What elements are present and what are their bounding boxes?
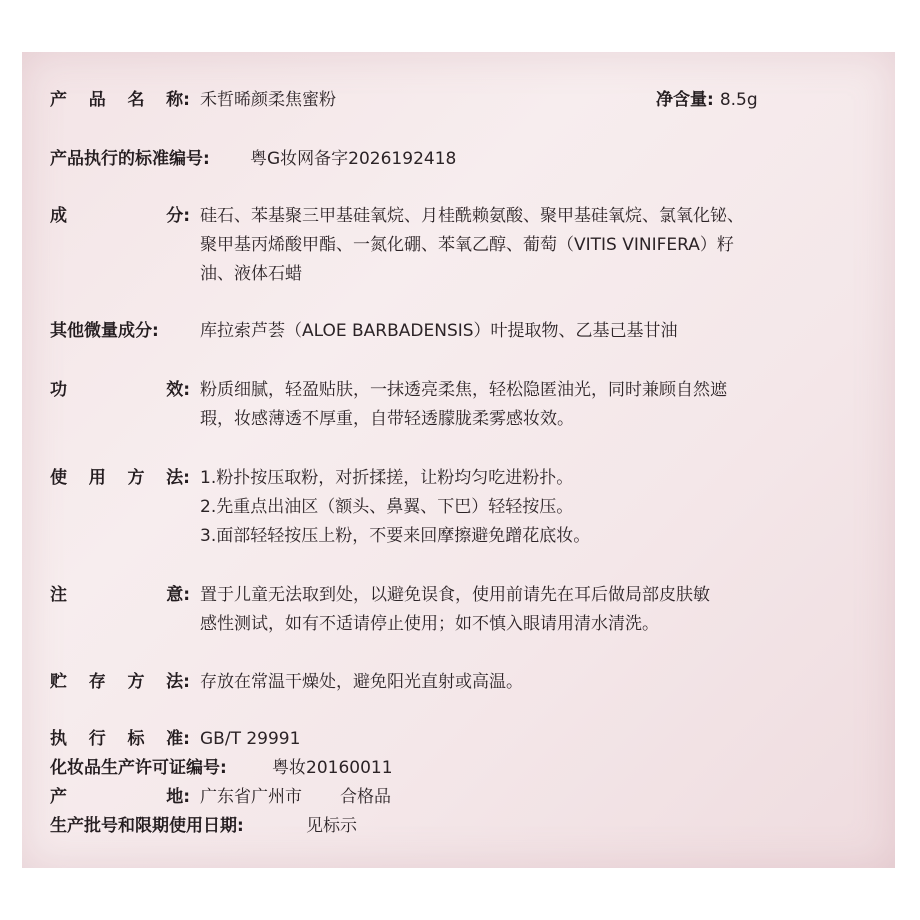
storage-value: 存放在常温干燥处，避免阳光直射或高温。	[200, 672, 523, 692]
origin-place: 广东省广州市	[200, 787, 302, 807]
origin-label: 产 地:	[50, 787, 190, 807]
ingredients-line: 聚甲基丙烯酸甲酯、一氮化硼、苯氧乙醇、葡萄（VITIS VINIFERA）籽	[200, 235, 734, 255]
batch-label: 生产批号和限期使用日期:	[50, 816, 244, 836]
product-name-value: 禾哲晞颜柔焦蜜粉	[200, 90, 336, 110]
efficacy-line: 粉质细腻，轻盈贴肤，一抹透亮柔焦，轻松隐匿油光，同时兼顾自然遮	[200, 380, 727, 400]
usage-step: 1.粉扑按压取粉，对折揉搓，让粉均匀吃进粉扑。	[200, 468, 574, 488]
caution-line: 置于儿童无法取到处，以避免误食，使用前请先在耳后做局部皮肤敏	[200, 585, 710, 605]
ingredients-label: 成 分:	[50, 206, 190, 226]
storage-label: 贮 存 方 法:	[50, 672, 190, 692]
exec-standard-label: 执 行 标 准:	[50, 729, 190, 749]
ingredients-line: 硅石、苯基聚三甲基硅氧烷、月桂酰赖氨酸、聚甲基硅氧烷、氯氧化铋、	[200, 206, 744, 226]
standard-no-label: 产品执行的标准编号:	[50, 149, 210, 169]
standard-no-value: 粤G妆网备字2026192418	[250, 149, 457, 169]
trace-ingredients-label: 其他微量成分:	[50, 321, 159, 341]
license-no-label: 化妆品生产许可证编号:	[50, 758, 227, 778]
ingredients-value	[200, 202, 744, 289]
usage-label: 使 用 方 法:	[50, 468, 190, 488]
usage-step: 3.面部轻轻按压上粉，不要来回摩擦避免蹭花底妆。	[200, 526, 591, 546]
caution-label: 注 意:	[50, 585, 190, 605]
efficacy-line: 瑕，妆感薄透不厚重，自带轻透朦胧柔雾感妆效。	[200, 409, 574, 429]
efficacy-label: 功 效:	[50, 380, 190, 400]
net-content	[656, 86, 758, 115]
batch-value: 见标示	[306, 816, 357, 836]
usage-value	[200, 464, 590, 551]
origin-value	[200, 783, 391, 812]
caution-line: 感性测试，如有不适请停止使用；如不慎入眼请用清水清洗。	[200, 614, 659, 634]
trace-ingredients-value: 库拉索芦荟（ALOE BARBADENSIS）叶提取物、乙基己基甘油	[200, 321, 678, 341]
license-no-value: 粤妆20160011	[272, 758, 393, 778]
caution-value	[200, 581, 710, 639]
net-content-value: 8.5g	[719, 90, 758, 110]
usage-step: 2.先重点出油区（额头、鼻翼、下巴）轻轻按压。	[200, 497, 574, 517]
efficacy-value	[200, 376, 727, 434]
product-name-label: 产 品 名 称:	[50, 90, 190, 110]
net-content-label: 净含量:	[656, 90, 714, 110]
ingredients-line: 油、液体石蜡	[200, 264, 302, 284]
exec-standard-value: GB/T 29991	[200, 729, 301, 749]
qualified-mark: 合格品	[340, 787, 391, 807]
